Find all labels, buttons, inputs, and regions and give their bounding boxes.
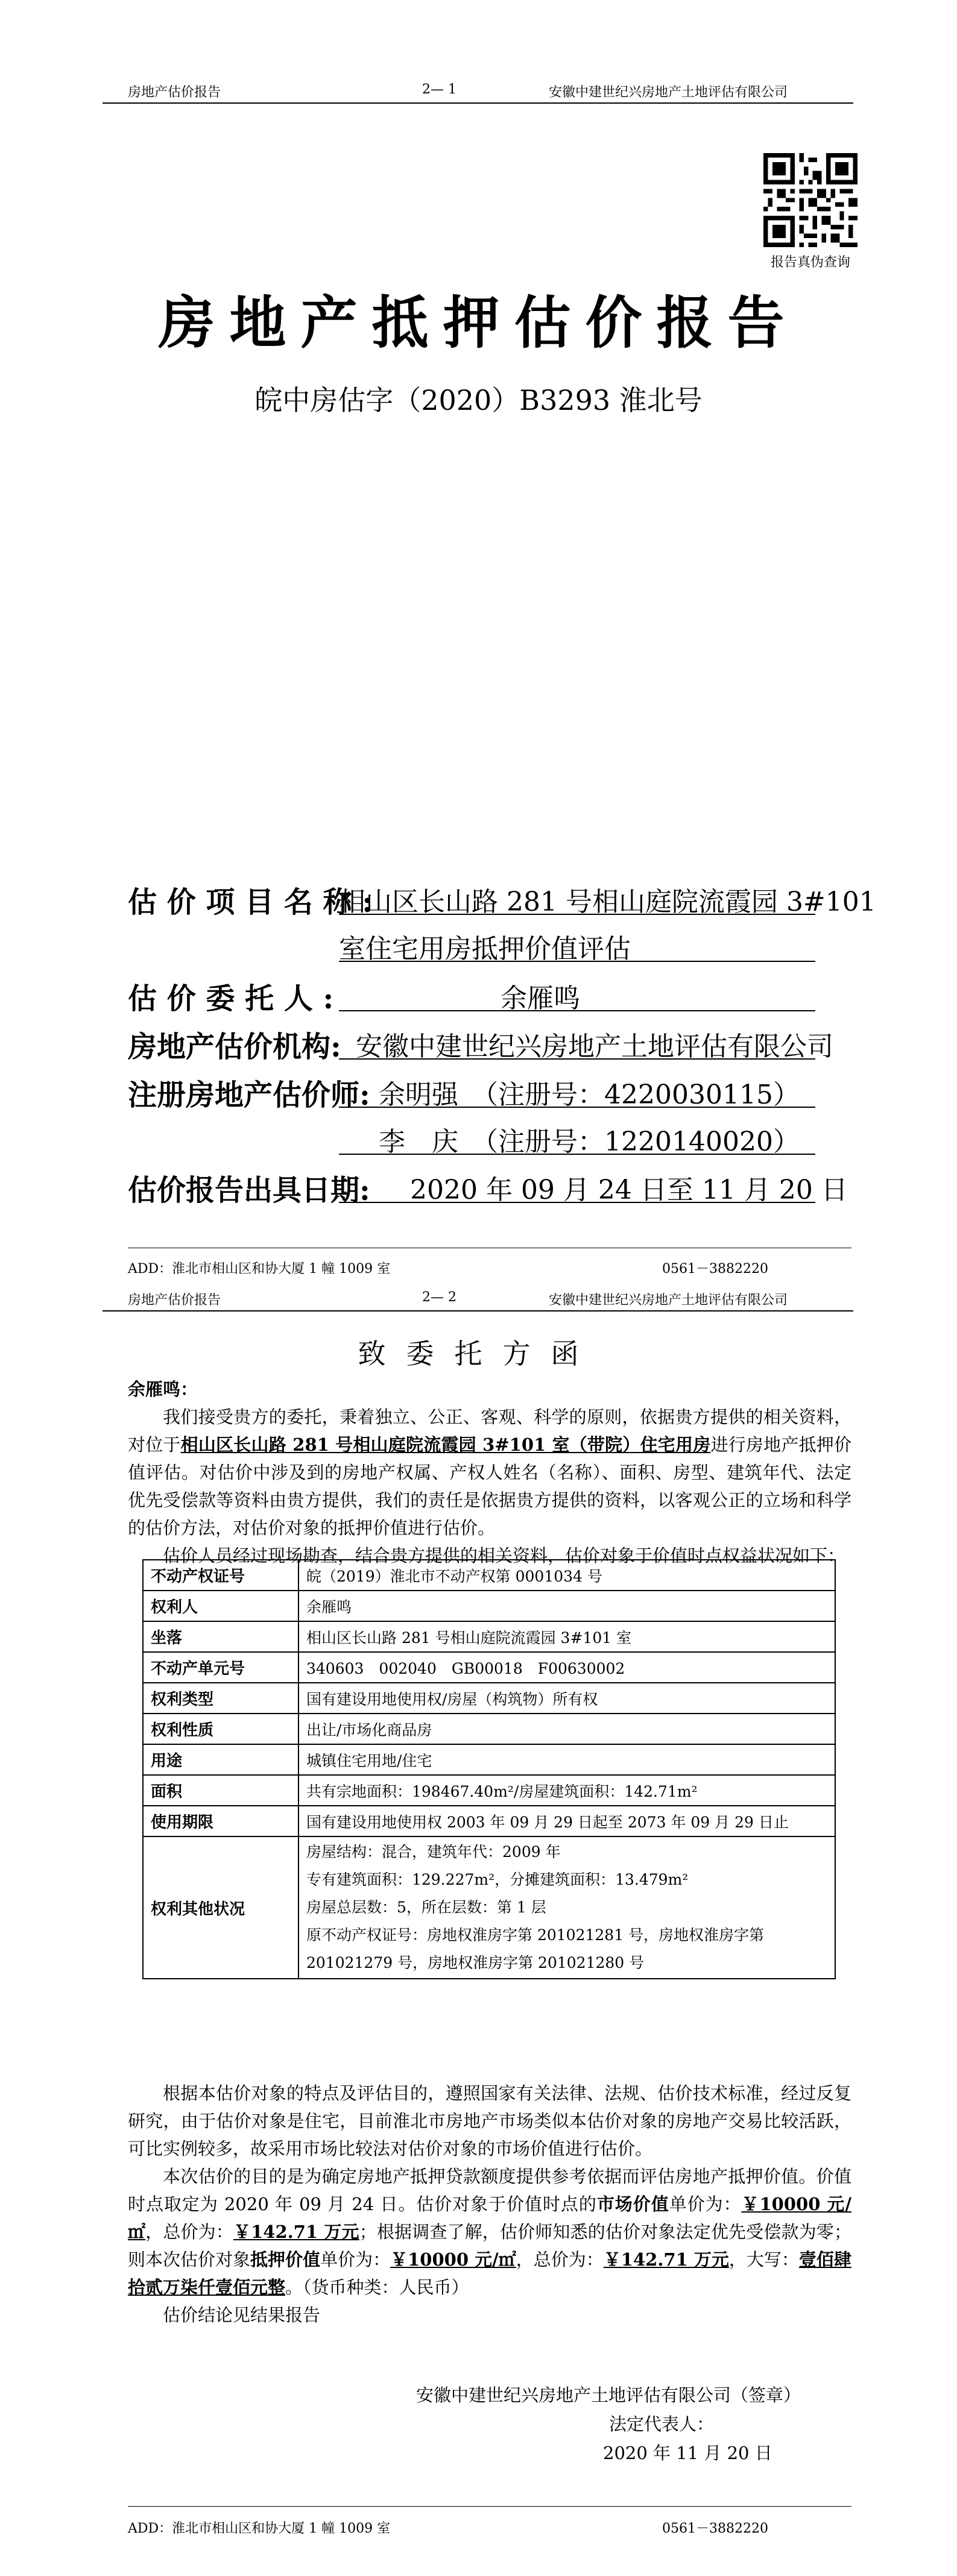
p4-text-a: 本次估价的目的是为确定房地产抵押贷款额度提供参考依据而评估房地产抵押价值。价值时点取定为 2020 年 09 月 24 日。估价对象于价值时点的 [128, 2166, 851, 2214]
p1-text-a: 我们接受贵方的委托，秉着独立、公正、客观、科学的原则，依据贵方提供的相关资料，对位于 [128, 1407, 851, 1455]
appraiser-2-underline [339, 1154, 815, 1155]
p1-property-address: 相山区长山路 281 号相山庭院流霞园 3#101 室（带院）住宅用房 [180, 1434, 711, 1455]
page2-footer-phone: 0561－3882220 [662, 2521, 768, 2536]
appraisal-org-underline [339, 1058, 815, 1060]
table-value: 共有宗地面积：198467.40m²/房屋建筑面积：142.71m² [298, 1775, 835, 1806]
page2-footer-rule [128, 2506, 851, 2507]
project-name-underline2 [339, 961, 815, 962]
page1-page-number: 2— 1 [422, 82, 456, 97]
appraiser-2: 李 庆 （注册号：1220140020） [379, 1126, 800, 1157]
appraiser-label: 注册房地产估价师: [128, 1078, 370, 1112]
issue-date-label: 估价报告出具日期: [128, 1173, 370, 1207]
appraisal-org-label: 房地产估价机构: [128, 1030, 341, 1064]
report-number: 皖中房估字（2020）B3293 淮北号 [254, 384, 703, 416]
other-rights-line: 原不动产权证号：房地权淮房字第 201021281 号，房地权淮房字第 [306, 1926, 765, 1944]
p4-text-h: 。（货币种类：人民币） [285, 2277, 469, 2298]
client-label: 估 价 委 托 人 : [128, 982, 334, 1016]
table-key: 权利人 [143, 1591, 298, 1621]
p4-text-d: ；根据调查了解，估价师知悉的估价对象法定优先受偿款为零；则本次估价对象 [128, 2222, 851, 2270]
report-title: 房地产抵押估价报告 [158, 290, 799, 356]
amount-in-words: 壹佰肆拾贰万柒仟壹佰元整 [128, 2249, 851, 2298]
p4-text-f: ，总价为： [516, 2249, 604, 2270]
p1-text-c: 进行房地产抵押价值评估。对估价中涉及到的房地产权属、产权人姓名（名称）、面积、房型、建筑年代、法定优先受偿款等资料由贵方提供，我们的责任是依据贵方提供的资料，以客观公正的立场和科学的估价方法，对估价对象的抵押价值进行估价。 [128, 1434, 851, 1538]
table-value: 城镇住宅用地/住宅 [298, 1744, 835, 1775]
paragraph-5: 估价结论见结果报告 [163, 2305, 321, 2325]
paragraph-4 [128, 2163, 851, 2301]
page2-header-right: 安徽中建世纪兴房地产土地评估有限公司 [549, 1293, 788, 1308]
appraiser-1: 余明强 （注册号：4220030115） [379, 1079, 800, 1110]
p4-text-b: 单价为： [669, 2194, 742, 2214]
other-rights-cell [298, 1836, 835, 1979]
market-unit-price: ￥10000 元/㎡ [128, 2194, 851, 2242]
table-key: 使用期限 [143, 1806, 298, 1836]
table-row [143, 1836, 835, 1979]
other-rights-line: 房屋总层数：5，所在层数：第 1 层 [306, 1899, 546, 1916]
paragraph-3: 根据本估价对象的特点及评估目的，遵照国家有关法律、法规、估价技术标准，经过反复研究，由于估价对象是住宅，目前淮北市房地产市场类似本估价对象的房地产交易比较活跃，可比实例较多，故采用市场比较法对估价对象的市场价值进行估价。 [128, 2083, 851, 2159]
other-rights-line: 专有建筑面积：129.227m²，分摊建筑面积：13.479m² [306, 1871, 689, 1888]
table-value: 340603 002040 GB00018 F00630002 [298, 1652, 835, 1683]
table-key: 坐落 [143, 1621, 298, 1652]
table-value: 相山区长山路 281 号相山庭院流霞园 3#101 室 [298, 1621, 835, 1652]
table-value: 皖（2019）淮北市不动产权第 0001034 号 [298, 1560, 835, 1591]
table-row [143, 1806, 835, 1836]
page2-page-number: 2— 2 [422, 1290, 456, 1305]
salutation: 余雁鸣： [128, 1379, 198, 1400]
mortgage-total-price: ￥142.71 万元 [603, 2249, 729, 2270]
issue-date-underline [339, 1202, 815, 1203]
table-value: 出让/市场化商品房 [298, 1714, 835, 1744]
table-key: 不动产权证号 [143, 1560, 298, 1591]
table-key: 用途 [143, 1744, 298, 1775]
table-row [143, 1775, 835, 1806]
project-name-label: 估 价 项 目 名 称 : [128, 885, 373, 919]
page1-header-rule [103, 102, 853, 104]
legal-representative-label: 法定代表人： [609, 2414, 715, 2434]
p4-text-c: ，总价为： [145, 2222, 233, 2242]
other-rights-line: 201021279 号，房地权淮房字第 201021280 号 [306, 1954, 645, 1971]
paragraph-1 [128, 1403, 851, 1542]
table-value: 国有建设用地使用权 2003 年 09 月 29 日起至 2073 年 09 月 29 日止 [298, 1806, 835, 1836]
other-rights-line: 房屋结构：混合，建筑年代：2009 年 [306, 1843, 561, 1861]
qr-caption: 报告真伪查询 [770, 255, 850, 270]
market-value-label: 市场价值 [596, 2194, 669, 2214]
project-name-line2: 室住宅用房抵押价值评估 [339, 934, 631, 964]
project-name-line1: 相山区长山路 281 号相山庭院流霞园 3#101 [339, 887, 876, 917]
table-key: 权利其他状况 [143, 1836, 298, 1979]
letter-body-top [128, 1375, 851, 1569]
table-value: 国有建设用地使用权/房屋（构筑物）所有权 [298, 1683, 835, 1714]
mortgage-value-label: 抵押价值 [250, 2249, 321, 2270]
table-key: 面积 [143, 1775, 298, 1806]
table-row [143, 1683, 835, 1714]
table-key: 权利类型 [143, 1683, 298, 1714]
client-value: 余雁鸣 [501, 983, 580, 1014]
table-row [143, 1560, 835, 1591]
appraisal-org-value: 安徽中建世纪兴房地产土地评估有限公司 [356, 1031, 833, 1062]
table-row [143, 1621, 835, 1652]
table-row [143, 1591, 835, 1621]
page2-footer-address: ADD：淮北市相山区和协大厦 1 幢 1009 室 [128, 2521, 391, 2536]
paragraph-2: 估价人员经过现场勘查，结合贵方提供的相关资料，估价对象于价值时点权益状况如下： [163, 1545, 845, 1566]
table-value: 余雁鸣 [298, 1591, 835, 1621]
appraiser-1-underline [339, 1107, 815, 1108]
page1-header-left: 房地产估价报告 [128, 85, 221, 100]
market-total-price: ￥142.71 万元 [233, 2222, 359, 2242]
p4-text-e: 单价为： [320, 2249, 391, 2270]
table-key: 不动产单元号 [143, 1652, 298, 1683]
table-row [143, 1744, 835, 1775]
page1-footer-address: ADD：淮北市相山区和协大厦 1 幢 1009 室 [128, 1261, 391, 1277]
table-row [143, 1652, 835, 1683]
qr-code-icon[interactable] [763, 153, 858, 247]
signature-company: 安徽中建世纪兴房地产土地评估有限公司（签章） [416, 2385, 801, 2405]
signature-date: 2020 年 11 月 20 日 [603, 2443, 772, 2463]
page2-header-rule [103, 1310, 853, 1312]
page1-footer-phone: 0561－3882220 [662, 1261, 768, 1277]
project-name-underline1 [339, 914, 815, 915]
p4-text-g: ，大写： [728, 2249, 799, 2270]
mortgage-unit-price: ￥10000 元/㎡ [390, 2249, 516, 2270]
page2-header-left: 房地产估价报告 [128, 1293, 221, 1308]
page1-header-right: 安徽中建世纪兴房地产土地评估有限公司 [549, 85, 788, 100]
table-key: 权利性质 [143, 1714, 298, 1744]
table-row [143, 1714, 835, 1744]
letter-title: 致委托方函 [358, 1337, 599, 1370]
client-underline [339, 1010, 815, 1011]
letter-body-bottom [128, 2079, 851, 2329]
property-rights-table [142, 1559, 836, 1979]
issue-date-value: 2020 年 09 月 24 日至 11 月 20 日 [410, 1175, 848, 1205]
